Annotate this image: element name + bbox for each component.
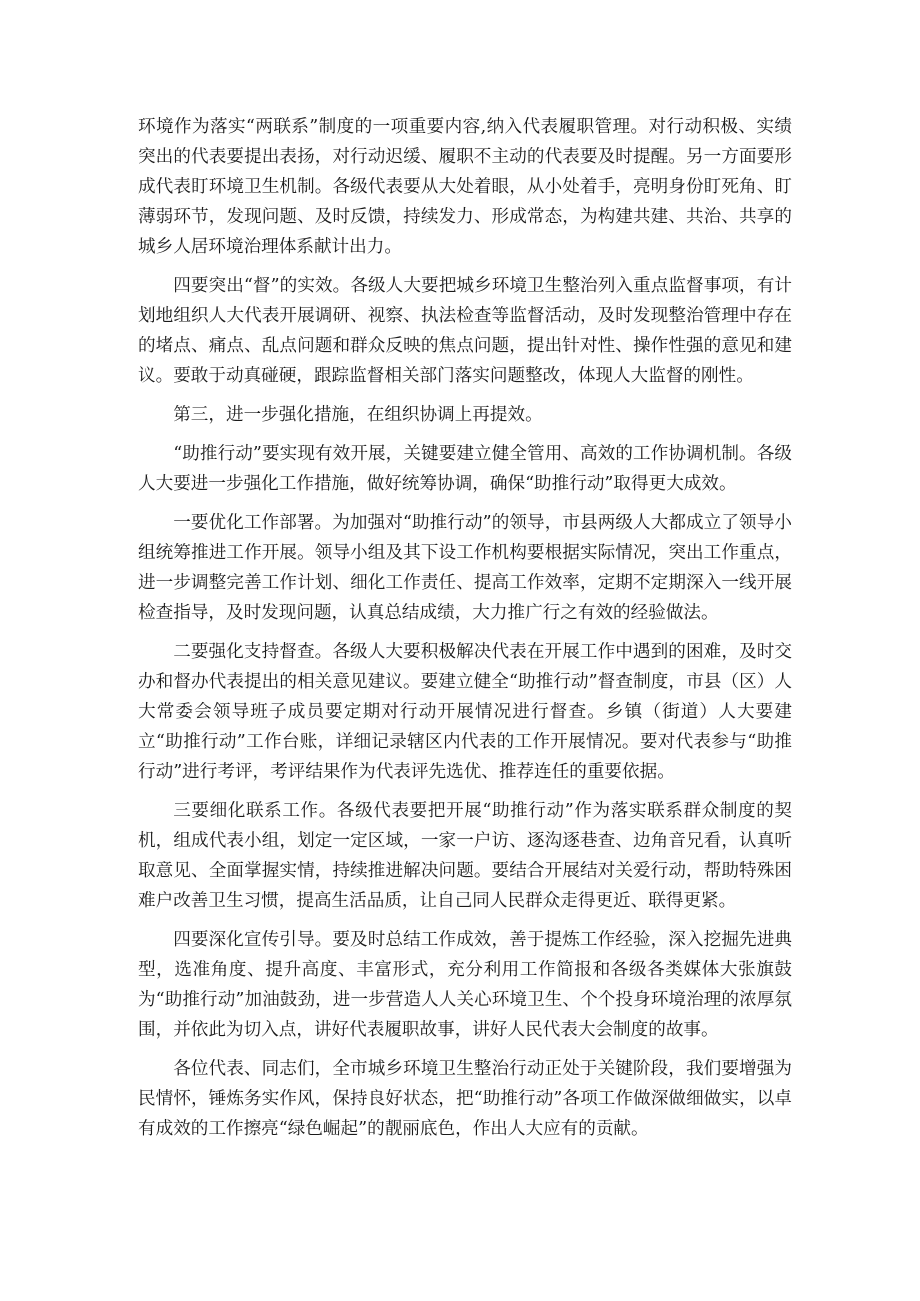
paragraph-closing: 各位代表、同志们，全市城乡环境卫生整治行动正处于关键阶段，我们要增强为民情怀，锤炼务实作风，保持良好状态，把“助推行动”各项工作做深做细做实，以卓有成效的工作擦亮“绿色崛起”的靓丽底色，作出人大应有的贡献。 (138, 1059, 792, 1139)
paragraph-publicity: 四要深化宣传引导。要及时总结工作成效，善于提炼工作经验，深入挖掘先进典型，选准角度、提升高度、丰富形式，充分利用工作简报和各级各类媒体大张旗鼓为“助推行动”加油鼓劲，进一步营造人人关心环境卫生、个个投身环境治理的浓厚氛围，并依此为切入点，讲好代表履职故事，讲好人民代表大会制度的故事。 (138, 930, 792, 1040)
paragraph-inspection: 二要强化支持督查。各级人大要积极解决代表在开展工作中遇到的困难，及时交办和督办代表提出的相关意见建议。要建立健全“助推行动”督查制度，市县（区）人大常委会领导班子成员要定期对行动开展情况进行督查。乡镇（街道）人大要建立“助推行动”工作台账，详细记录辖区内代表的工作开展情况。要对代表参与“助推行动”进行考评，考评结果作为代表评先选优、推荐连任的重要依据。 (138, 642, 792, 782)
section-heading-third: 第三，进一步强化措施，在组织协调上再提效。 (173, 405, 543, 425)
paragraph-continued: 环境作为落实“两联系”制度的一项重要内容,纳入代表履职管理。对行动积极、实绩突出的代表要提出表扬，对行动迟缓、履职不主动的代表要及时提醒。另一方面要形成代表盯环境卫生机制。各级代表要从大处着眼，从小处着手，亮明身份盯死角、盯薄弱环节，发现问题、及时反馈，持续发力、形成常态，为构建共建、共治、共享的城乡人居环境治理体系献计出力。 (138, 117, 792, 257)
paragraph-deployment: 一要优化工作部署。为加强对“助推行动”的领导，市县两级人大都成立了领导小组统筹推进工作开展。领导小组及其下设工作机构要根据实际情况，突出工作重点，进一步调整完善工作计划、细化工作责任、提高工作效率，定期不定期深入一线开展检查指导，及时发现问题，认真总结成绩，大力推广行之有效的经验做法。 (138, 513, 792, 623)
paragraph-supervision: 四要突出“督”的实效。各级人大要把城乡环境卫生整治列入重点监督事项，有计划地组织人大代表开展调研、视察、执法检查等监督活动，及时发现整治管理中存在的堵点、痛点、乱点问题和群众反映的焦点问题，提出针对性、操作性强的意见和建议。要敢于动真碰硬，跟踪监督相关部门落实问题整改，体现人大监督的刚性。 (138, 276, 792, 386)
document-body (138, 112, 792, 1153)
paragraph-liaison: 三要细化联系工作。各级代表要把开展“助推行动”作为落实联系群众制度的契机，组成代表小组，划定一定区域，一家一户访、逐沟逐巷查、边角音兄看，认真听取意见、全面掌握实情，持续推进解决问题。要结合开展结对关爱行动，帮助特殊困难户改善卫生习惯，提高生活品质，让自己同人民群众走得更近、联得更紧。 (138, 801, 792, 911)
paragraph-coordination: “助推行动”要实现有效开展，关键要建立健全管用、高效的工作协调机制。各级人大要进一步强化工作措施，做好统筹协调，确保“助推行动”取得更大成效。 (138, 444, 792, 494)
